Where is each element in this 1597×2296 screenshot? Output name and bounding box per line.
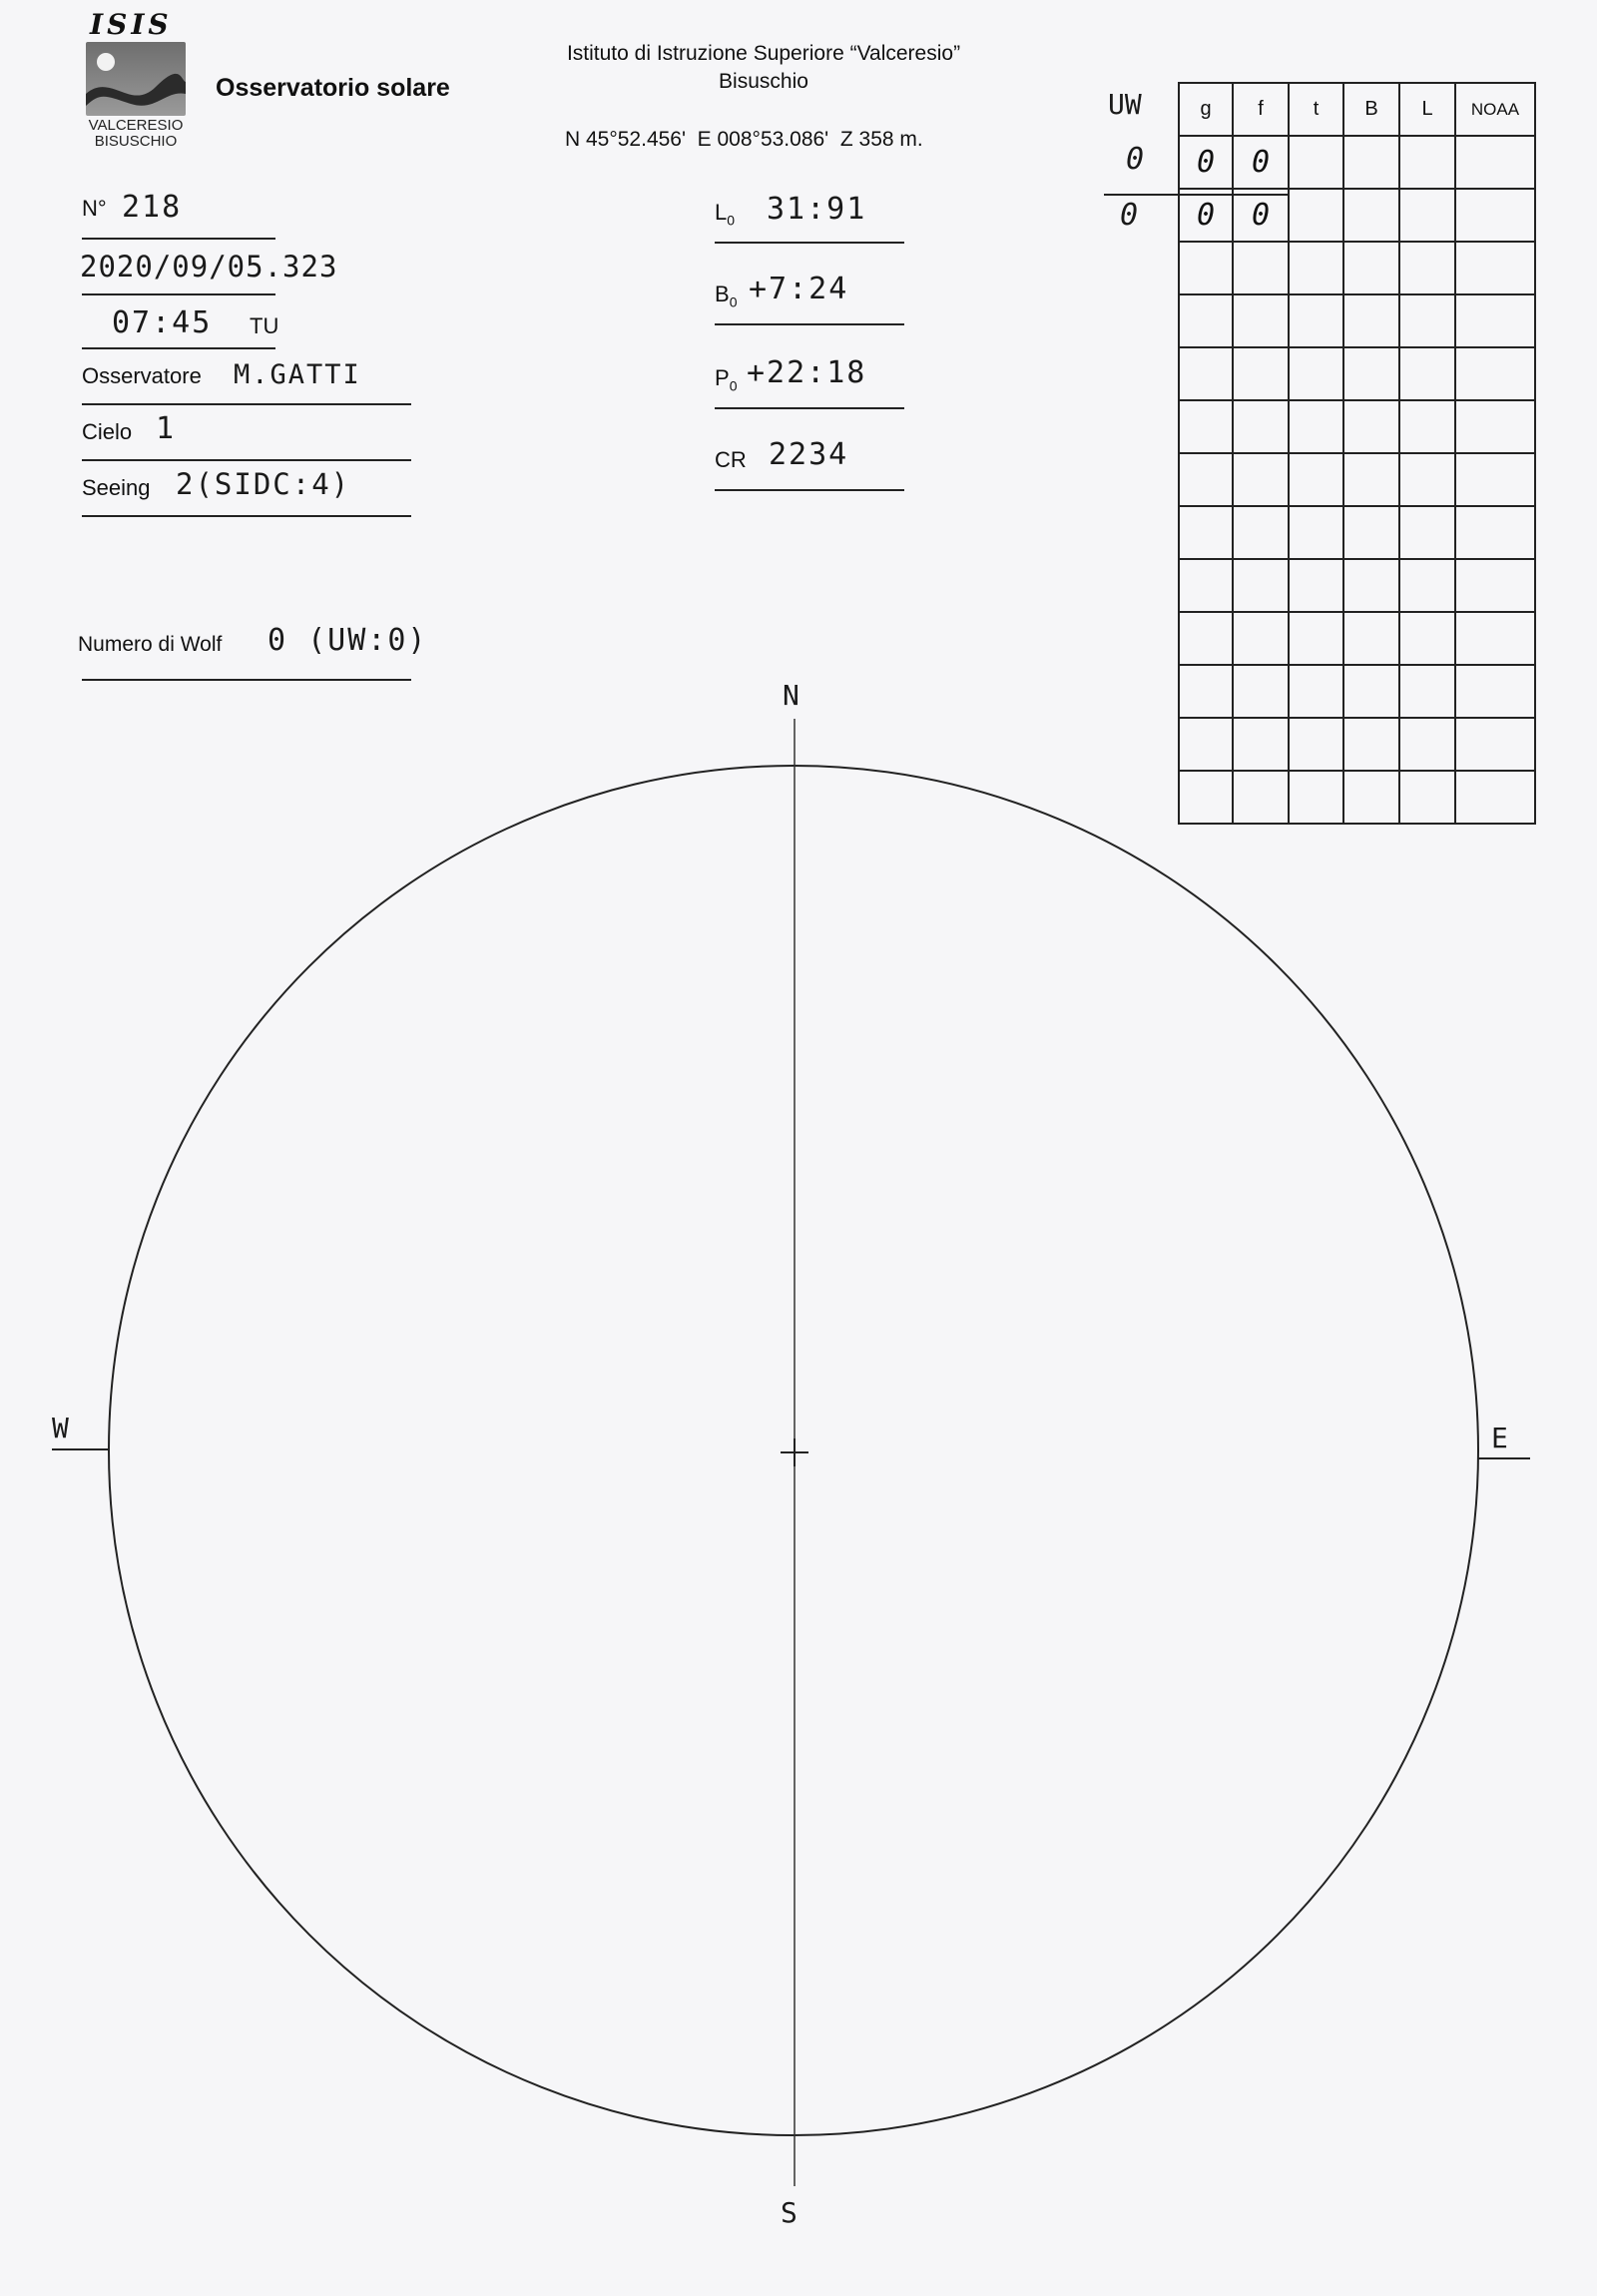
header-t: t: [1289, 83, 1343, 136]
cr-value: 2234: [769, 437, 849, 472]
wolf-label: Numero di Wolf: [78, 633, 223, 656]
table-cell: 0: [1233, 189, 1289, 242]
number-value: 218: [122, 190, 183, 225]
p0-label: $P_0$: [715, 365, 738, 394]
logo-mark: ISIS: [90, 8, 173, 41]
header-noaa: NOAA: [1455, 83, 1535, 136]
institute-city: Bisuschio: [719, 70, 808, 93]
header-l: L: [1399, 83, 1455, 136]
table-cell: 0: [1179, 136, 1233, 189]
header-g: g: [1179, 83, 1233, 136]
seeing-label: Seeing: [82, 475, 151, 500]
institute-name: Istituto di Istruzione Superiore “Valceresio”: [566, 42, 961, 65]
sky-label: Cielo: [82, 419, 133, 444]
observatory-coords: N 45°52.456' E 008°53.086' Z 358 m.: [565, 128, 923, 151]
logo-line-1: VALCERESIO: [88, 117, 184, 134]
south-label: S: [781, 2196, 799, 2229]
p0-value: +22:18: [747, 355, 867, 390]
l0-label: $L_0$: [715, 200, 736, 229]
b0-value: +7:24: [749, 272, 849, 306]
cr-label: CR: [715, 447, 747, 472]
time-unit: TU: [250, 313, 279, 338]
sky-value: 1: [156, 411, 177, 446]
uw-row-2: 0: [1120, 198, 1141, 233]
wolf-value: 0 (UW:0): [267, 623, 428, 658]
time-value: 07:45: [112, 305, 213, 340]
uw-row-1: 0: [1126, 142, 1147, 177]
observer-label: Osservatore: [82, 363, 202, 388]
east-label: E: [1491, 1422, 1510, 1454]
b0-label: $B_0$: [715, 282, 738, 310]
west-label: W: [52, 1412, 71, 1444]
seeing-value: 2(SIDC:4): [176, 467, 351, 501]
header-uw: UW: [1108, 88, 1142, 121]
page-title: Osservatorio solare: [216, 74, 450, 102]
observer-value: M.GATTI: [234, 359, 361, 390]
header-f: f: [1233, 83, 1289, 136]
header-b: B: [1343, 83, 1399, 136]
number-label: N°: [82, 196, 107, 221]
l0-value: 31:91: [767, 192, 867, 227]
table-cell: 0: [1179, 189, 1233, 242]
north-label: N: [783, 679, 801, 712]
date-value: 2020/09/05.323: [80, 250, 338, 284]
logo-line-2: BISUSCHIO: [94, 133, 178, 150]
table-cell: 0: [1233, 136, 1289, 189]
